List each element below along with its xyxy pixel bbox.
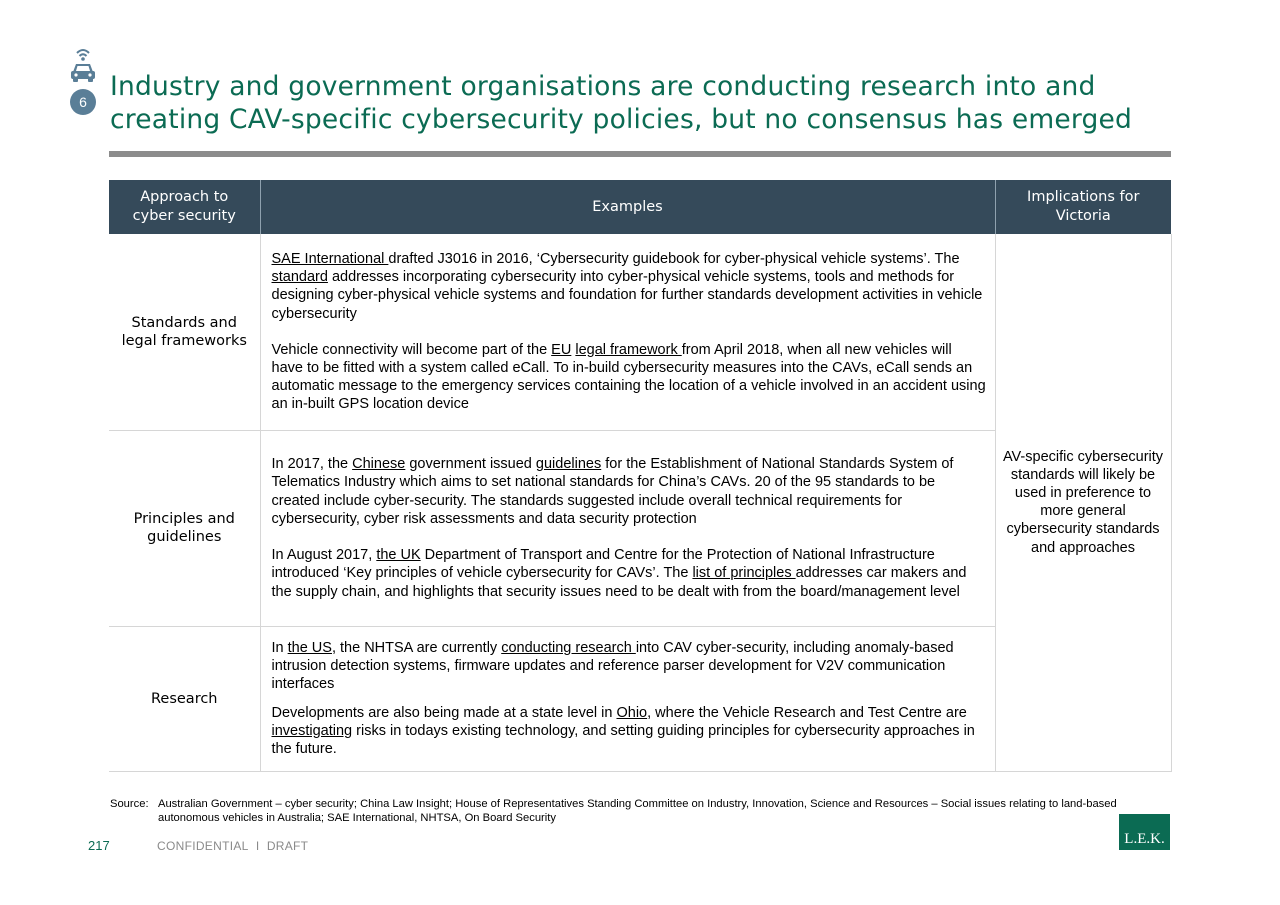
examples-cell xyxy=(260,234,995,430)
link-investigating[interactable]: investigating xyxy=(271,722,353,739)
confidential-footer: CONFIDENTIAL I DRAFT xyxy=(157,839,309,853)
example-paragraph: SAE International drafted J3016 in 2016, ‘Cybersecurity guidebook for cyber-physical vehicle systems’. The standard addresses incorporating cybersecurity into cyber-physical vehicle systems, tools and methods for designing cyber-physical vehicle systems and foundation for further standards development activities in vehicle cybersecurity xyxy=(271,250,983,322)
examples-cell xyxy=(260,430,995,626)
example-paragraph: In 2017, the Chinese government issued guidelines for the Establishment of National Standards System of Telematics Industry which aims to set national standards for China’s CAVs. 20 of the 95 standards to be created include cyber-security. The standards suggested include overall technical requirements for cybersecurity, cyber risk assessments and data security protection xyxy=(271,456,954,527)
link-the-us[interactable]: the US xyxy=(287,639,332,656)
link-the-uk[interactable]: the UK xyxy=(376,547,421,564)
page-title xyxy=(110,70,1170,136)
example-paragraph: Vehicle connectivity will become part of the EU legal framework from April 2018, when all new vehicles will have to be fitted with a system called eCall. To in-build cybersecurity measures into the CAVs, eCall sends an automatic message to the emergency services containing the location of a vehicle involved in an accident using an in-built GPS location device xyxy=(271,341,986,413)
link-sae-international[interactable]: SAE International xyxy=(271,250,389,267)
approach-cell: Standards and legal frameworks xyxy=(109,234,260,430)
link-conducting-research[interactable]: conducting research xyxy=(501,639,636,656)
link-ohio[interactable]: Ohio xyxy=(616,704,648,721)
source-label: Source: xyxy=(110,798,149,810)
examples-cell xyxy=(260,626,995,771)
link-chinese[interactable]: Chinese xyxy=(352,456,406,473)
header-implications: Implications for Victoria xyxy=(995,180,1171,234)
lek-logo: L.E.K. xyxy=(1119,814,1170,850)
approach-cell: Principles and guidelines xyxy=(109,430,260,626)
title-divider xyxy=(109,151,1171,157)
section-number-badge: 6 xyxy=(70,89,96,115)
title-line-1: Industry and government organisations are conducting research into and xyxy=(110,71,1096,102)
source-text: Australian Government – cyber security; China Law Insight; House of Representatives Standing Committee on Industry, Innovation, Science and Resources – Social issues relating to land-based autonomous vehicles in Australia; SAE International, NHTSA, On Board Security xyxy=(158,798,1117,824)
example-paragraph: In August 2017, the UK Department of Transport and Centre for the Protection of National Infrastructure introduced ‘Key principles of vehicle cybersecurity for CAVs’. The list of principles addresses car makers and the supply chain, and highlights that security issues need to be dealt with from the board/management level xyxy=(271,547,967,600)
link-eu[interactable]: EU xyxy=(551,341,572,358)
connected-car-icon xyxy=(68,46,98,86)
implication-cell: AV-specific cybersecurity standards will likely be used in preference to more general cybersecurity standards and approaches xyxy=(995,234,1171,771)
table-row xyxy=(109,234,1171,430)
link-standard[interactable]: standard xyxy=(271,269,328,286)
table-header-row xyxy=(109,180,1171,234)
link-guidelines[interactable]: guidelines xyxy=(535,456,602,473)
link-legal-framework[interactable]: legal framework xyxy=(575,341,682,358)
page-number: 217 xyxy=(88,838,110,853)
header-approach: Approach to cyber security xyxy=(109,180,260,234)
header-examples: Examples xyxy=(260,180,995,234)
link-list-of-principles[interactable]: list of principles xyxy=(692,565,796,582)
example-paragraph: Developments are also being made at a state level in Ohio, where the Vehicle Research and Test Centre are investigating risks in todays existing technology, and setting guiding principles for cybersecurity approaches in the future. xyxy=(271,704,975,757)
example-paragraph: In the US, the NHTSA are currently conducting research into CAV cyber-security, including anomaly-based intrusion detection systems, firmware updates and reference parser development for V2V communication interfaces xyxy=(271,639,954,693)
approach-table xyxy=(109,180,1172,772)
approach-cell: Research xyxy=(109,626,260,771)
title-line-2: creating CAV-specific cybersecurity policies, but no consensus has emerged xyxy=(110,104,1133,135)
